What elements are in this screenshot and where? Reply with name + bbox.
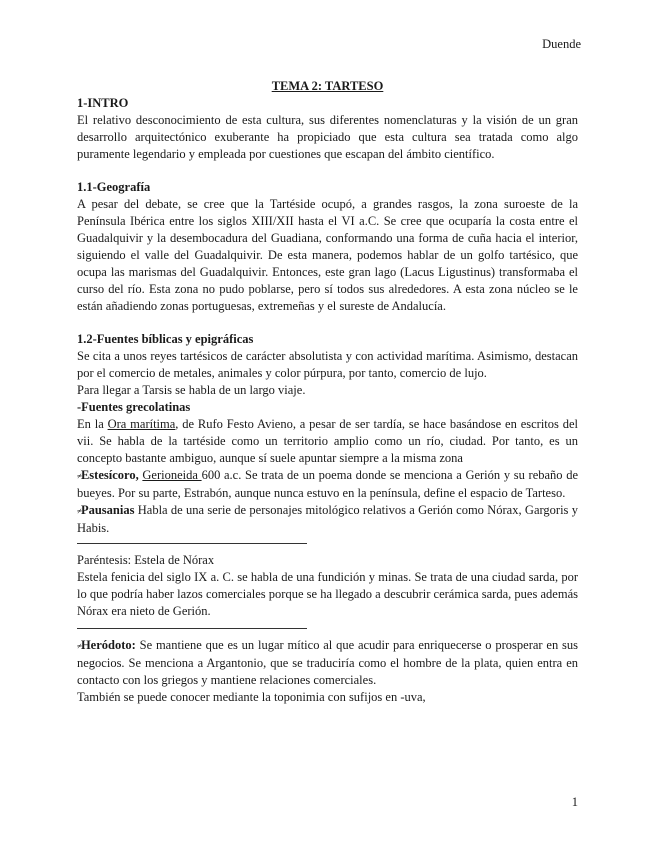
document-body	[77, 78, 578, 706]
fuentes-paragraph-2: Para llegar a Tarsis se habla de un largo viaje.	[77, 383, 306, 397]
estesicoro-name: Estesícoro,	[80, 468, 139, 482]
intro-paragraph: El relativo desconocimiento de esta cultura, sus diferentes nomenclaturas y la visión de un gran desarrollo arquitectónico exuberante ha propiciado que esta cultura sea tratada como algo puramente legendario y empleada por cuestiones que escapan del ámbito científico.	[77, 113, 578, 161]
pausanias-text: Habla de una serie de personajes mitológico relativos a Gerión como Nórax, Gargoris y Habis.	[77, 503, 578, 535]
document-title: TEMA 2: TARTESO	[271, 79, 384, 93]
intro-heading: 1-INTRO	[77, 96, 129, 110]
bullet-icon: ≠	[77, 471, 81, 481]
page-number: 1	[571, 795, 578, 809]
estesicoro-text: 600 a.c. Se trata de un poema donde se menciona a Gerión y su rebaño de bueyes. Por su parte, Estrabón, aunque nunca estuvo en la península, define el espacio de Tarteso.	[77, 468, 579, 500]
gerioneida-title: Gerioneida	[142, 468, 202, 482]
geografia-paragraph: A pesar del debate, se cree que la Tartéside ocupó, a grandes rasgos, la zona suroeste de la Península Ibérica entre los siglos XIII/XII hasta el VI a.C. Se cree que ocuparía la costa entre el Guadalquivir y la desembocadura del Guadiana, conformando una forma de cuña hacia el interior, siguiendo el valle del Guadalquivir. De esta manera, podemos hablar de un golfo tartésico, que ocupa las marismas del Guadalquivir. Entonces, este gran lago (Lacus Ligustinus) transformaba el curso del río. Esta zona no pudo poblarse, pero sí todos sus alrededores. A esta zona núcleo se le están añadiendo zonas portuguesas, extremeñas y el sureste de Andalucía.	[77, 197, 578, 313]
grecolatinas-paragraph	[77, 416, 578, 467]
grecolatinas-heading: -Fuentes grecolatinas	[77, 400, 191, 414]
bullet-icon: ≠	[77, 641, 81, 651]
bullet-icon: ≠	[77, 506, 81, 516]
pausanias-name: Pausanias	[80, 503, 135, 517]
parentesis-paragraph: Estela fenicia del siglo IX a. C. se habla de una fundición y minas. Se trata de una ciudad sarda, por lo que podría haber lazos comerciales porque se ha llegado a descubrir cerámica sarda, pues además Nórax era nieto de Gerión.	[77, 570, 578, 618]
herodoto-paragraph	[77, 637, 578, 689]
ora-maritima-title: Ora marítima	[107, 417, 176, 431]
geografia-heading: 1.1-Geografía	[77, 180, 151, 194]
herodoto-text: Se mantiene que es un lugar mítico al que acudir para enriquecerse o prosperar en sus negocios. Se menciona a Argantonio, que se traduciría como el hombre de la plata, quien entra en contacto con los griegos y mantiene relaciones comerciales.	[77, 638, 578, 687]
estesicoro-paragraph	[77, 467, 578, 502]
pausanias-paragraph	[77, 502, 578, 537]
toponimia-paragraph: También se puede conocer mediante la toponimia con sufijos en -uva,	[77, 690, 426, 704]
header-author: Duende	[542, 37, 581, 51]
fuentes-paragraph-1: Se cita a unos reyes tartésicos de carácter absolutista y con actividad marítima. Asimismo, destacan por el comercio de metales, animales y color púrpura, por tanto, comercio de lujo.	[77, 349, 578, 380]
herodoto-name: Heródoto:	[80, 638, 136, 652]
greco-pre: En la	[77, 417, 108, 431]
fuentes-heading: 1.2-Fuentes bíblicas y epigráficas	[77, 332, 254, 346]
greco-post: , de Rufo Festo Avieno, a pesar de ser tardía, se hace basándose en escritos del vii. Se habla de la tartéside como un territorio amplio como un río, ciudad. Por tanto, es un concepto bastante ambiguo, aunque sí suele apuntar siempre a la misma zona	[77, 417, 578, 465]
parentesis-label: Paréntesis: Estela de Nórax	[77, 553, 215, 567]
